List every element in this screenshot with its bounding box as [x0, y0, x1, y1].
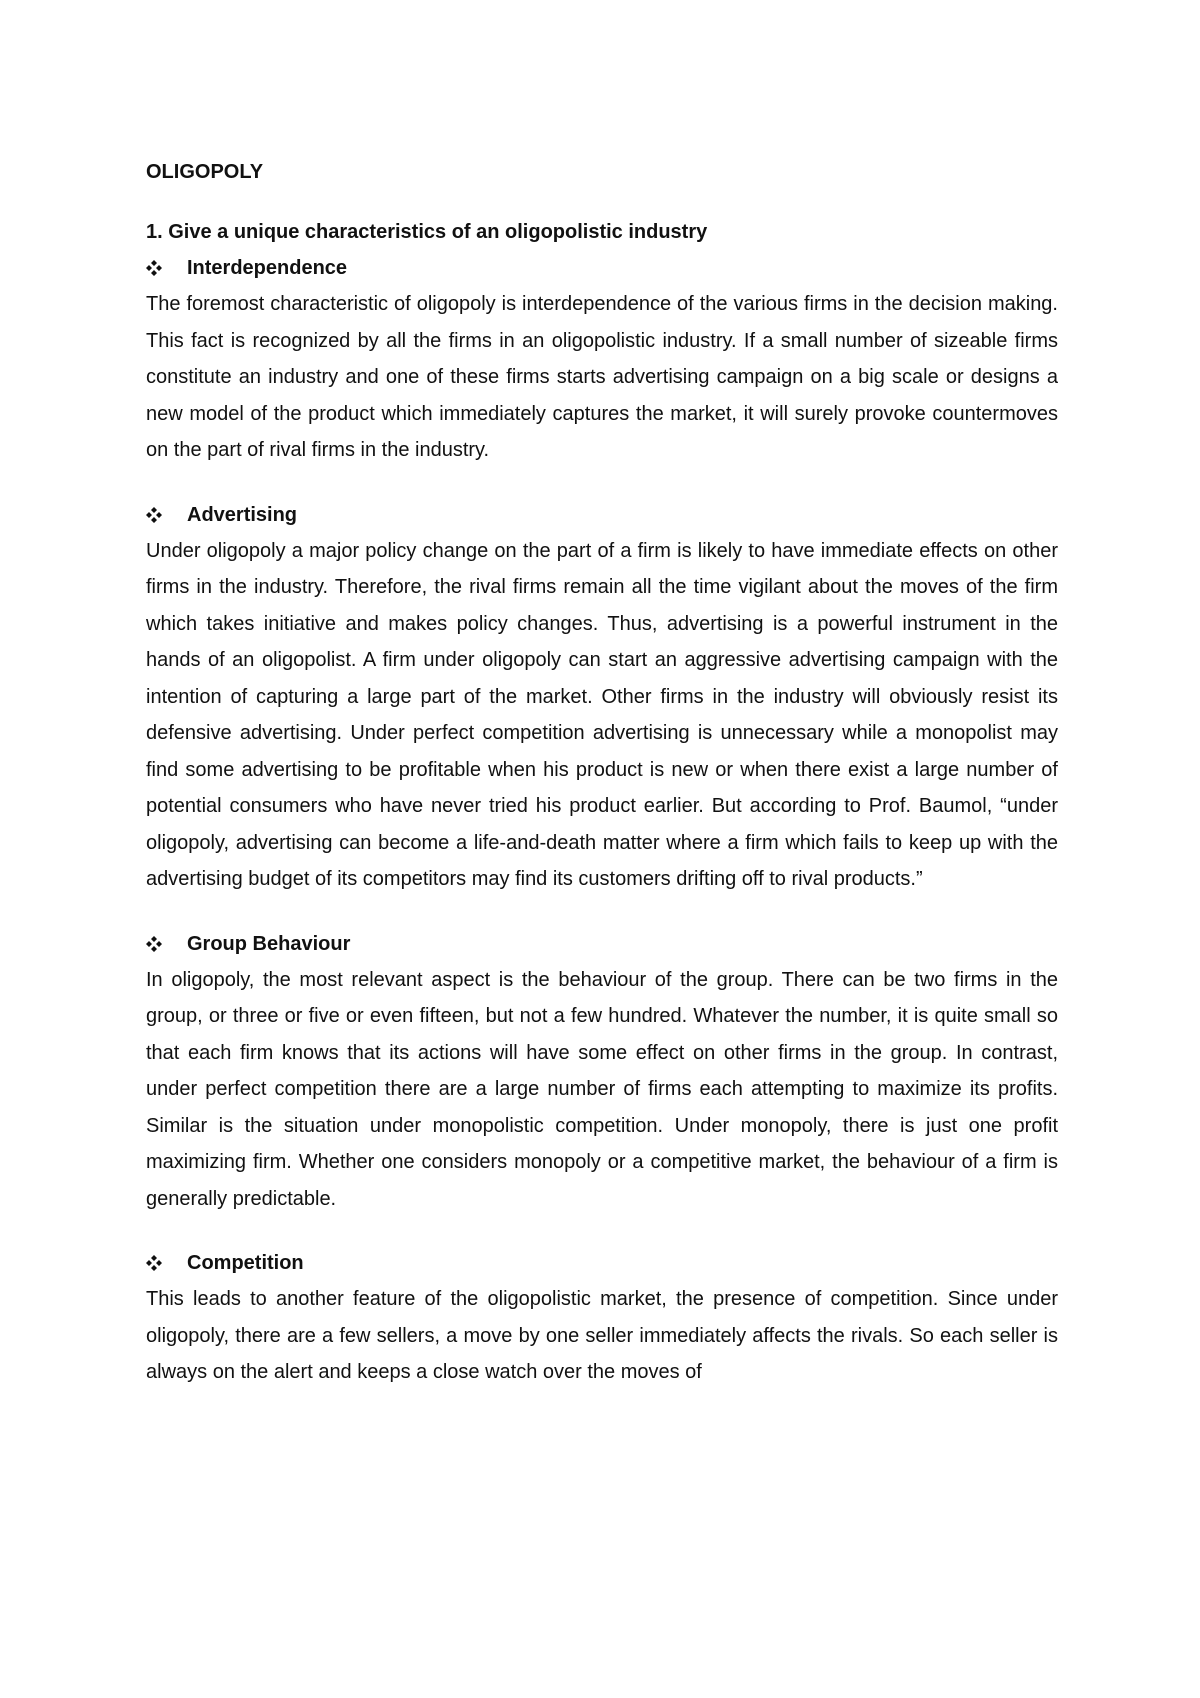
section-heading [146, 926, 1058, 962]
diamond-bullet-icon [146, 1255, 187, 1271]
section-body: This leads to another feature of the oligopolistic market, the presence of competition. Since under oligopoly, there are a few sellers, a move by one seller immediately affects the rivals. So each seller is always on the alert and keeps a close watch over the moves of [146, 1288, 1058, 1383]
section-body: In oligopoly, the most relevant aspect is the behaviour of the group. There can be two firms in the group, or three or five or even fifteen, but not a few hundred. Whatever the number, it is quite small so that each firm knows that its actions will have some effect on other firms in the group. In contrast, under perfect competition there are a large number of firms each attempting to maximize its profits. Similar is the situation under monopolistic competition. Under monopoly, there is just one profit maximizing firm. Whether one considers monopoly or a competitive market, the behaviour of a firm is generally predictable. [146, 968, 1058, 1210]
section-competition [146, 1245, 1058, 1391]
section-heading [146, 497, 1058, 533]
diamond-bullet-icon [146, 936, 187, 952]
section-heading-label: Competition [187, 1252, 304, 1274]
section-heading [146, 250, 1058, 286]
diamond-bullet-icon [146, 507, 187, 523]
section-body: Under oligopoly a major policy change on the part of a firm is likely to have immediate effects on other firms in the industry. Therefore, the rival firms remain all the time vigilant about the moves of the firm which takes initiative and makes policy changes. Thus, advertising is a powerful instrument in the hands of an oligopolist. A firm under oligopoly can start an aggressive advertising campaign with the intention of capturing a large part of the market. Other firms in the industry will obviously resist its defensive advertising. Under perfect competition advertising is unnecessary while a monopolist may find some advertising to be profitable when his product is new or when there exist a large number of potential consumers who have never tried his product earlier. But according to Prof. Baumol, “under oligopoly, advertising can become a life-and-death matter where a firm which fails to keep up with the advertising budget of its competitors may find its customers drifting off to rival products.” [146, 539, 1058, 890]
section-group-behaviour [146, 926, 1058, 1218]
section-heading-label: Group Behaviour [187, 932, 351, 955]
section-advertising [146, 497, 1058, 898]
question-heading: 1. Give a unique characteristics of an oligopolistic industry [146, 221, 708, 243]
diamond-bullet-icon [146, 260, 187, 276]
section-interdependence [146, 250, 1058, 469]
section-heading-label: Advertising [187, 503, 298, 526]
section-heading-label: Interdependence [187, 257, 348, 279]
document-title: OLIGOPOLY [146, 161, 264, 183]
section-body: The foremost characteristic of oligopoly is interdependence of the various firms in the decision making. This fact is recognized by all the firms in an oligopolistic industry. If a small number of sizeable firms constitute an industry and one of these firms starts advertising campaign on a big scale or designs a new model of the product which immediately captures the market, it will surely provoke countermoves on the part of rival firms in the industry. [146, 293, 1058, 461]
document-page [146, 154, 1058, 1419]
section-heading [146, 1245, 1058, 1281]
